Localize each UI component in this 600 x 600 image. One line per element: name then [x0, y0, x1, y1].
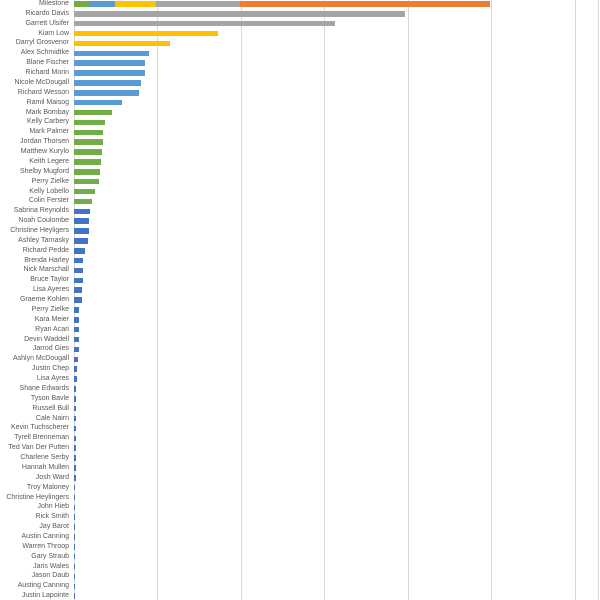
category-label: Milestone	[39, 0, 69, 7]
bar	[74, 534, 75, 540]
category-label: Ramil Maisog	[26, 98, 69, 106]
bar	[74, 51, 149, 57]
bar	[74, 524, 76, 530]
category-label: Russell Bull	[32, 404, 69, 412]
category-label: Kevin Tuchscherer	[11, 424, 69, 432]
category-label: Kara Meier	[34, 315, 69, 323]
category-label: Kelly Lobello	[29, 187, 69, 195]
stacked-bar-segment-green	[74, 1, 90, 7]
category-label: Ryan Acari	[35, 325, 69, 333]
category-label: Lisa Ayeres	[32, 286, 69, 294]
bar	[74, 327, 80, 333]
category-label: Ted Van Der Putten	[8, 444, 69, 452]
bar	[74, 584, 75, 590]
bar	[74, 544, 75, 550]
bar	[74, 337, 80, 343]
bar	[74, 317, 80, 323]
bar	[74, 179, 100, 185]
category-label: Ricardo Davis	[25, 9, 69, 17]
bar	[74, 139, 103, 145]
bar	[74, 90, 139, 96]
bar	[74, 169, 101, 175]
category-label: Blane Fischer	[26, 59, 69, 67]
category-label: Justin Chep	[32, 365, 69, 373]
bar	[74, 248, 86, 254]
category-label: Nick Marschall	[23, 266, 69, 274]
category-label: John Hieb	[37, 503, 69, 511]
category-label: Austin Canning	[21, 532, 69, 540]
category-label: Austing Canning	[17, 582, 69, 590]
category-label: Colin Ferster	[28, 197, 69, 205]
bar	[74, 514, 76, 520]
category-label: Christine Heyligers	[10, 227, 69, 234]
category-label: Lisa Ayres	[36, 375, 69, 383]
bar	[74, 268, 83, 274]
bar	[74, 554, 75, 560]
vertical-gridline	[408, 0, 409, 600]
category-label: Jaris Wales	[33, 562, 69, 570]
bar	[74, 445, 77, 451]
bar	[74, 238, 88, 244]
bar	[74, 347, 79, 353]
bar	[74, 475, 76, 481]
bar	[74, 357, 78, 363]
bar	[74, 159, 102, 165]
category-label: Ashley Tarnasky	[18, 236, 69, 244]
category-label: Shelby Mugford	[19, 167, 69, 175]
bar	[74, 376, 77, 382]
category-label: Jay Barot	[39, 523, 69, 531]
category-label: Kelly Carbery	[26, 118, 69, 126]
bar	[74, 41, 170, 47]
stacked-bar-segment-blue	[89, 1, 115, 7]
category-label: Brenda Harley	[24, 256, 69, 264]
category-label: Graeme Kohlen	[19, 296, 69, 304]
bar	[74, 307, 80, 313]
category-label: Gary Straub	[31, 552, 69, 560]
category-label: Ashlyn McDougall	[12, 355, 69, 363]
category-label: Sabrina Reynolds	[13, 207, 69, 215]
category-label: Tyrell Brenneman	[14, 434, 69, 442]
category-label: Garrett Ulsifer	[25, 19, 69, 27]
bar	[74, 386, 77, 392]
bar	[74, 465, 76, 471]
category-label: Alex Schmidtke	[20, 49, 69, 57]
category-label: Bruce Taylor	[30, 276, 69, 284]
stacked-bar-segment-orange	[240, 1, 491, 7]
bar	[74, 21, 336, 27]
bar	[74, 70, 146, 76]
category-label: Tyson Bavle	[30, 394, 69, 402]
category-label: Rick Smith	[35, 513, 69, 521]
bar	[74, 426, 77, 432]
bar	[74, 209, 91, 215]
category-label: Hannah Mullen	[21, 463, 69, 471]
vertical-gridline	[575, 0, 576, 600]
bar	[74, 366, 77, 372]
category-label: Kiam Low	[38, 29, 69, 37]
bar	[74, 149, 102, 155]
category-label: Mark Bombay	[25, 108, 69, 116]
category-label: Jordan Thorsen	[20, 138, 69, 146]
bar	[74, 100, 122, 106]
category-label: Noah Coulombe	[18, 217, 69, 225]
category-label: Devin Waddell	[24, 335, 69, 343]
bar	[74, 31, 219, 37]
category-label: Richard Morin	[25, 69, 69, 77]
category-label: Christine Heylingers	[6, 493, 69, 501]
bar	[74, 574, 75, 580]
bar	[74, 60, 146, 66]
bar	[74, 11, 406, 17]
category-label: Matthew Kurylo	[20, 148, 69, 156]
category-label: Mark Palmer	[29, 128, 69, 136]
category-label: Richard Pedde	[22, 246, 69, 254]
category-label: Shane Edwards	[19, 384, 69, 392]
bar	[74, 228, 89, 234]
category-label: Cale Nairn	[35, 414, 69, 422]
bar	[74, 110, 112, 116]
bar	[74, 278, 83, 284]
category-label: Josh Ward	[35, 473, 69, 481]
category-label: Darryl Grosvenor	[15, 39, 69, 47]
vertical-gridline	[241, 0, 242, 600]
bar	[74, 287, 82, 293]
bar	[74, 416, 77, 422]
category-label: Perry Zielke	[31, 305, 69, 313]
category-label: Richard Wesson	[17, 88, 69, 96]
bar	[74, 80, 142, 86]
category-label: Jason Daub	[31, 572, 69, 580]
category-label: Warren Throop	[22, 542, 69, 550]
category-label: Charlene Serby	[20, 454, 69, 462]
bar	[74, 505, 76, 511]
category-label: Perry Zielke	[31, 177, 69, 185]
category-label: Nicole McDougall	[14, 78, 69, 86]
stacked-bar-segment-yellow	[115, 1, 156, 7]
bar	[74, 120, 106, 126]
category-label: Troy Maloney	[26, 483, 69, 491]
bar	[74, 495, 76, 501]
bar	[74, 485, 76, 491]
vertical-gridline	[324, 0, 325, 600]
bar	[74, 406, 77, 412]
vertical-gridline	[491, 0, 492, 600]
bar	[74, 436, 77, 442]
category-label: Jarrod Gies	[32, 345, 69, 353]
category-label: Justin Lapointe	[21, 592, 69, 600]
plot-area-right-border	[598, 0, 599, 600]
stacked-bar-segment-gray	[156, 1, 240, 7]
bar	[74, 593, 75, 599]
bar	[74, 297, 82, 303]
bar	[74, 564, 75, 570]
bar	[74, 258, 83, 264]
bar	[74, 396, 77, 402]
bar	[74, 199, 92, 205]
vertical-gridline	[157, 0, 158, 600]
bar	[74, 130, 103, 136]
bar	[74, 218, 90, 224]
category-label: Keith Legere	[29, 157, 69, 165]
bar	[74, 189, 96, 195]
bar	[74, 455, 77, 461]
